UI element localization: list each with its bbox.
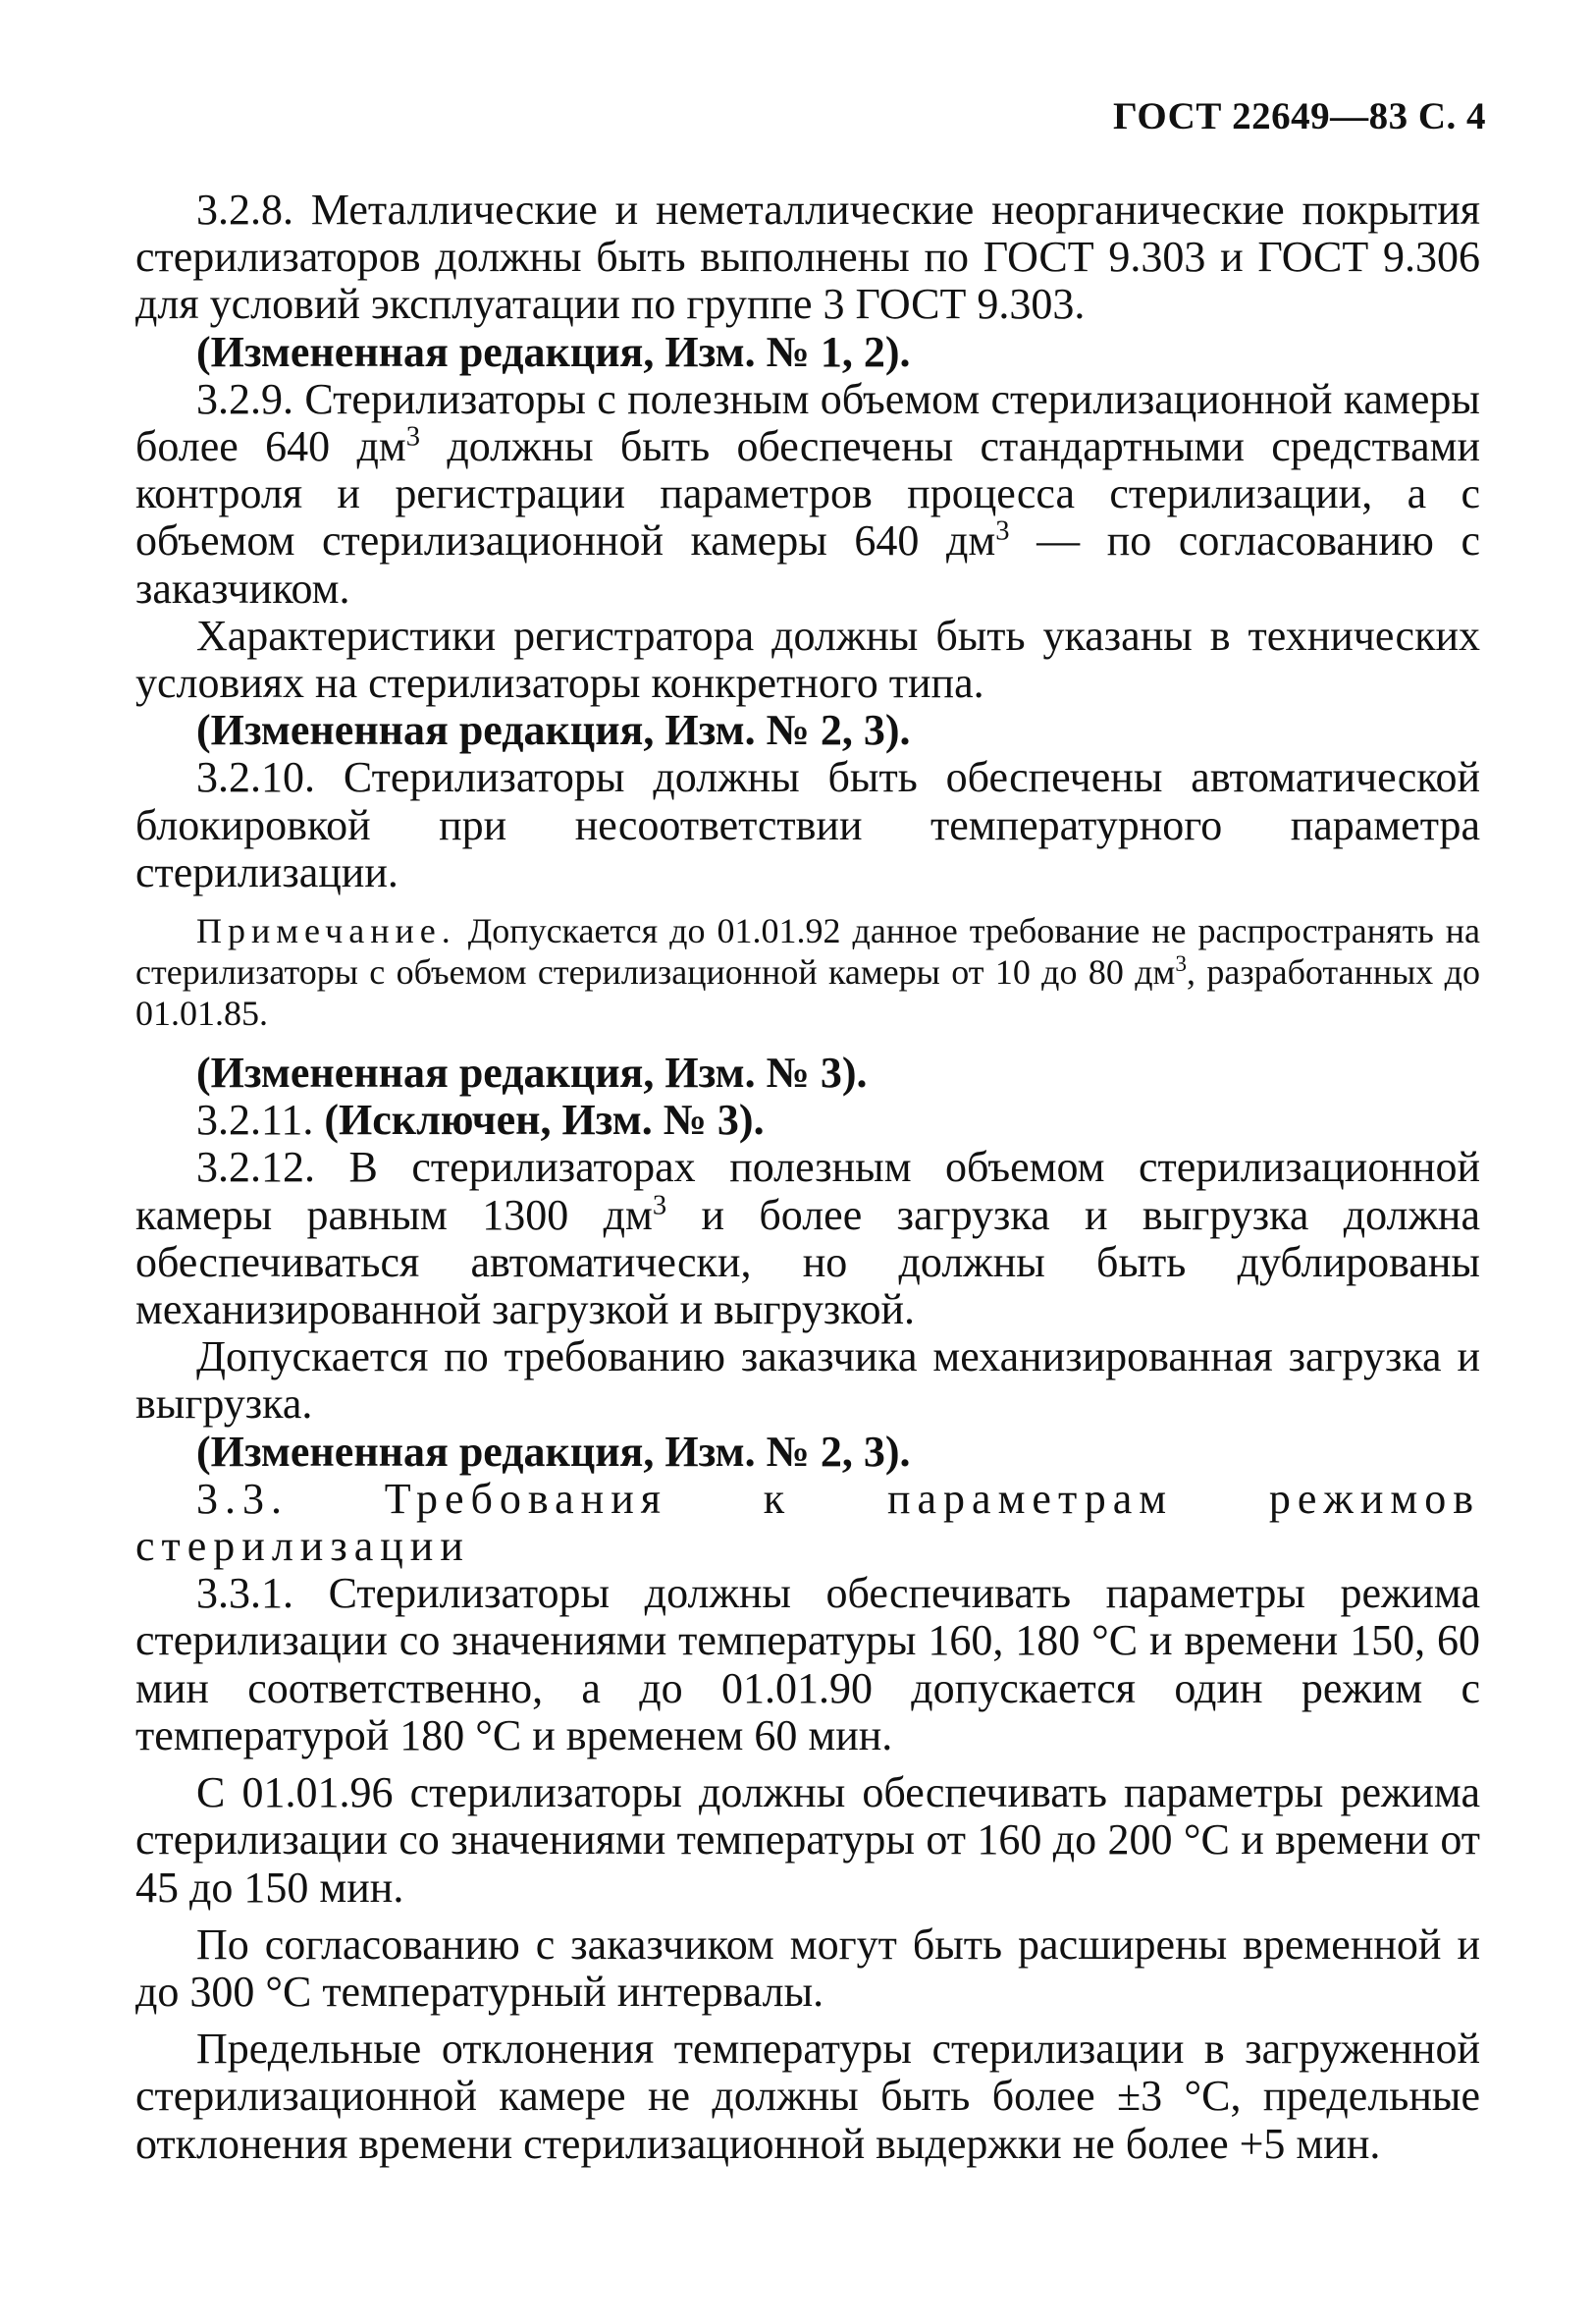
paragraph-from-96: С 01.01.96 стерилизаторы должны обеспечивать параметры режима стерилизации со значениями температуры от 160 до 200 °С и времени от 45 до 150 мин. (135, 1768, 1480, 1912)
section-heading-3-3: 3.3. Требования к параметрам режимов стерилизации (135, 1474, 1480, 1571)
note-label: Примечание. (196, 911, 456, 951)
edition-note: (Измененная редакция, Изм. № 3). (196, 1049, 868, 1098)
note-paragraph: Примечание. Допускается до 01.01.92 данное требование не распространять на стерилизаторы с объемом стерилизационной камеры от 10 до 80 $дм^3$, разработанных до 01.01.85. (135, 911, 1480, 1034)
paragraph-3-3-1: 3.3.1. Стерилизаторы должны обеспечивать параметры режима стерилизации со значениями температуры 160, 180 °С и времени 150, 60 мин соответственно, а до 01.01.90 допускается один режим с температурой 180 °С и временем 60 мин. (135, 1569, 1480, 1759)
edition-note: (Измененная редакция, Изм. № 2, 3). (196, 1427, 911, 1476)
paragraph-mechanized: Допускается по требованию заказчика механизированная загрузка и выгрузка. (135, 1332, 1480, 1429)
paragraph-limits: Предельные отклонения температуры стерилизации в загруженной стерилизационной камере не должны быть более ±3 °С, предельные отклонения времени стерилизационной выдержки не более +5 мин. (135, 2025, 1480, 2168)
paragraph-3-2-8: 3.2.8. Металлические и неметаллические неорганические покрытия стерилизаторов должны быть выполнены по ГОСТ 9.303 и ГОСТ 9.306 для условий эксплуатации по группе 3 ГОСТ 9.303. (135, 186, 1480, 329)
paragraph-3-2-9: 3.2.9. Стерилизаторы с полезным объемом стерилизационной камеры более 640 $дм^3$ должны быть обеспечены стандартными средствами контроля и регистрации параметров процесса стерилизации, а с объемом стерилизационной камеры 640 $дм^3$ — по согласованию с заказчиком. (135, 374, 1481, 613)
paragraph-3-2-10: 3.2.10. Стерилизаторы должны быть обеспечены автоматической блокировкой при несоответствии температурного параметра стерилизации. (135, 753, 1480, 896)
paragraph-agreement: По согласованию с заказчиком могут быть расширены временной и до 300 °С температурный интервалы. (135, 1919, 1480, 2016)
edition-note: (Измененная редакция, Изм. № 1, 2). (196, 327, 911, 376)
paragraph-3-2-12: 3.2.12. В стерилизаторах полезным объемом стерилизационной камеры равным 1300 $дм^3$ и более загрузка и выгрузка должна обеспечиваться автоматически, но должны быть дублированы механизированной загрузкой и выгрузкой. (135, 1143, 1480, 1334)
paragraph-registrator: Характеристики регистратора должны быть указаны в технических условиях на стерилизаторы конкретного типа. (135, 611, 1480, 708)
page-header: ГОСТ 22649—83 С. 4 (1113, 95, 1486, 137)
edition-note: (Измененная редакция, Изм. № 2, 3). (196, 706, 911, 755)
paragraph-3-2-11: 3.2.11. (Исключен, Изм. № 3). (196, 1096, 765, 1145)
document-body (135, 187, 1480, 2168)
